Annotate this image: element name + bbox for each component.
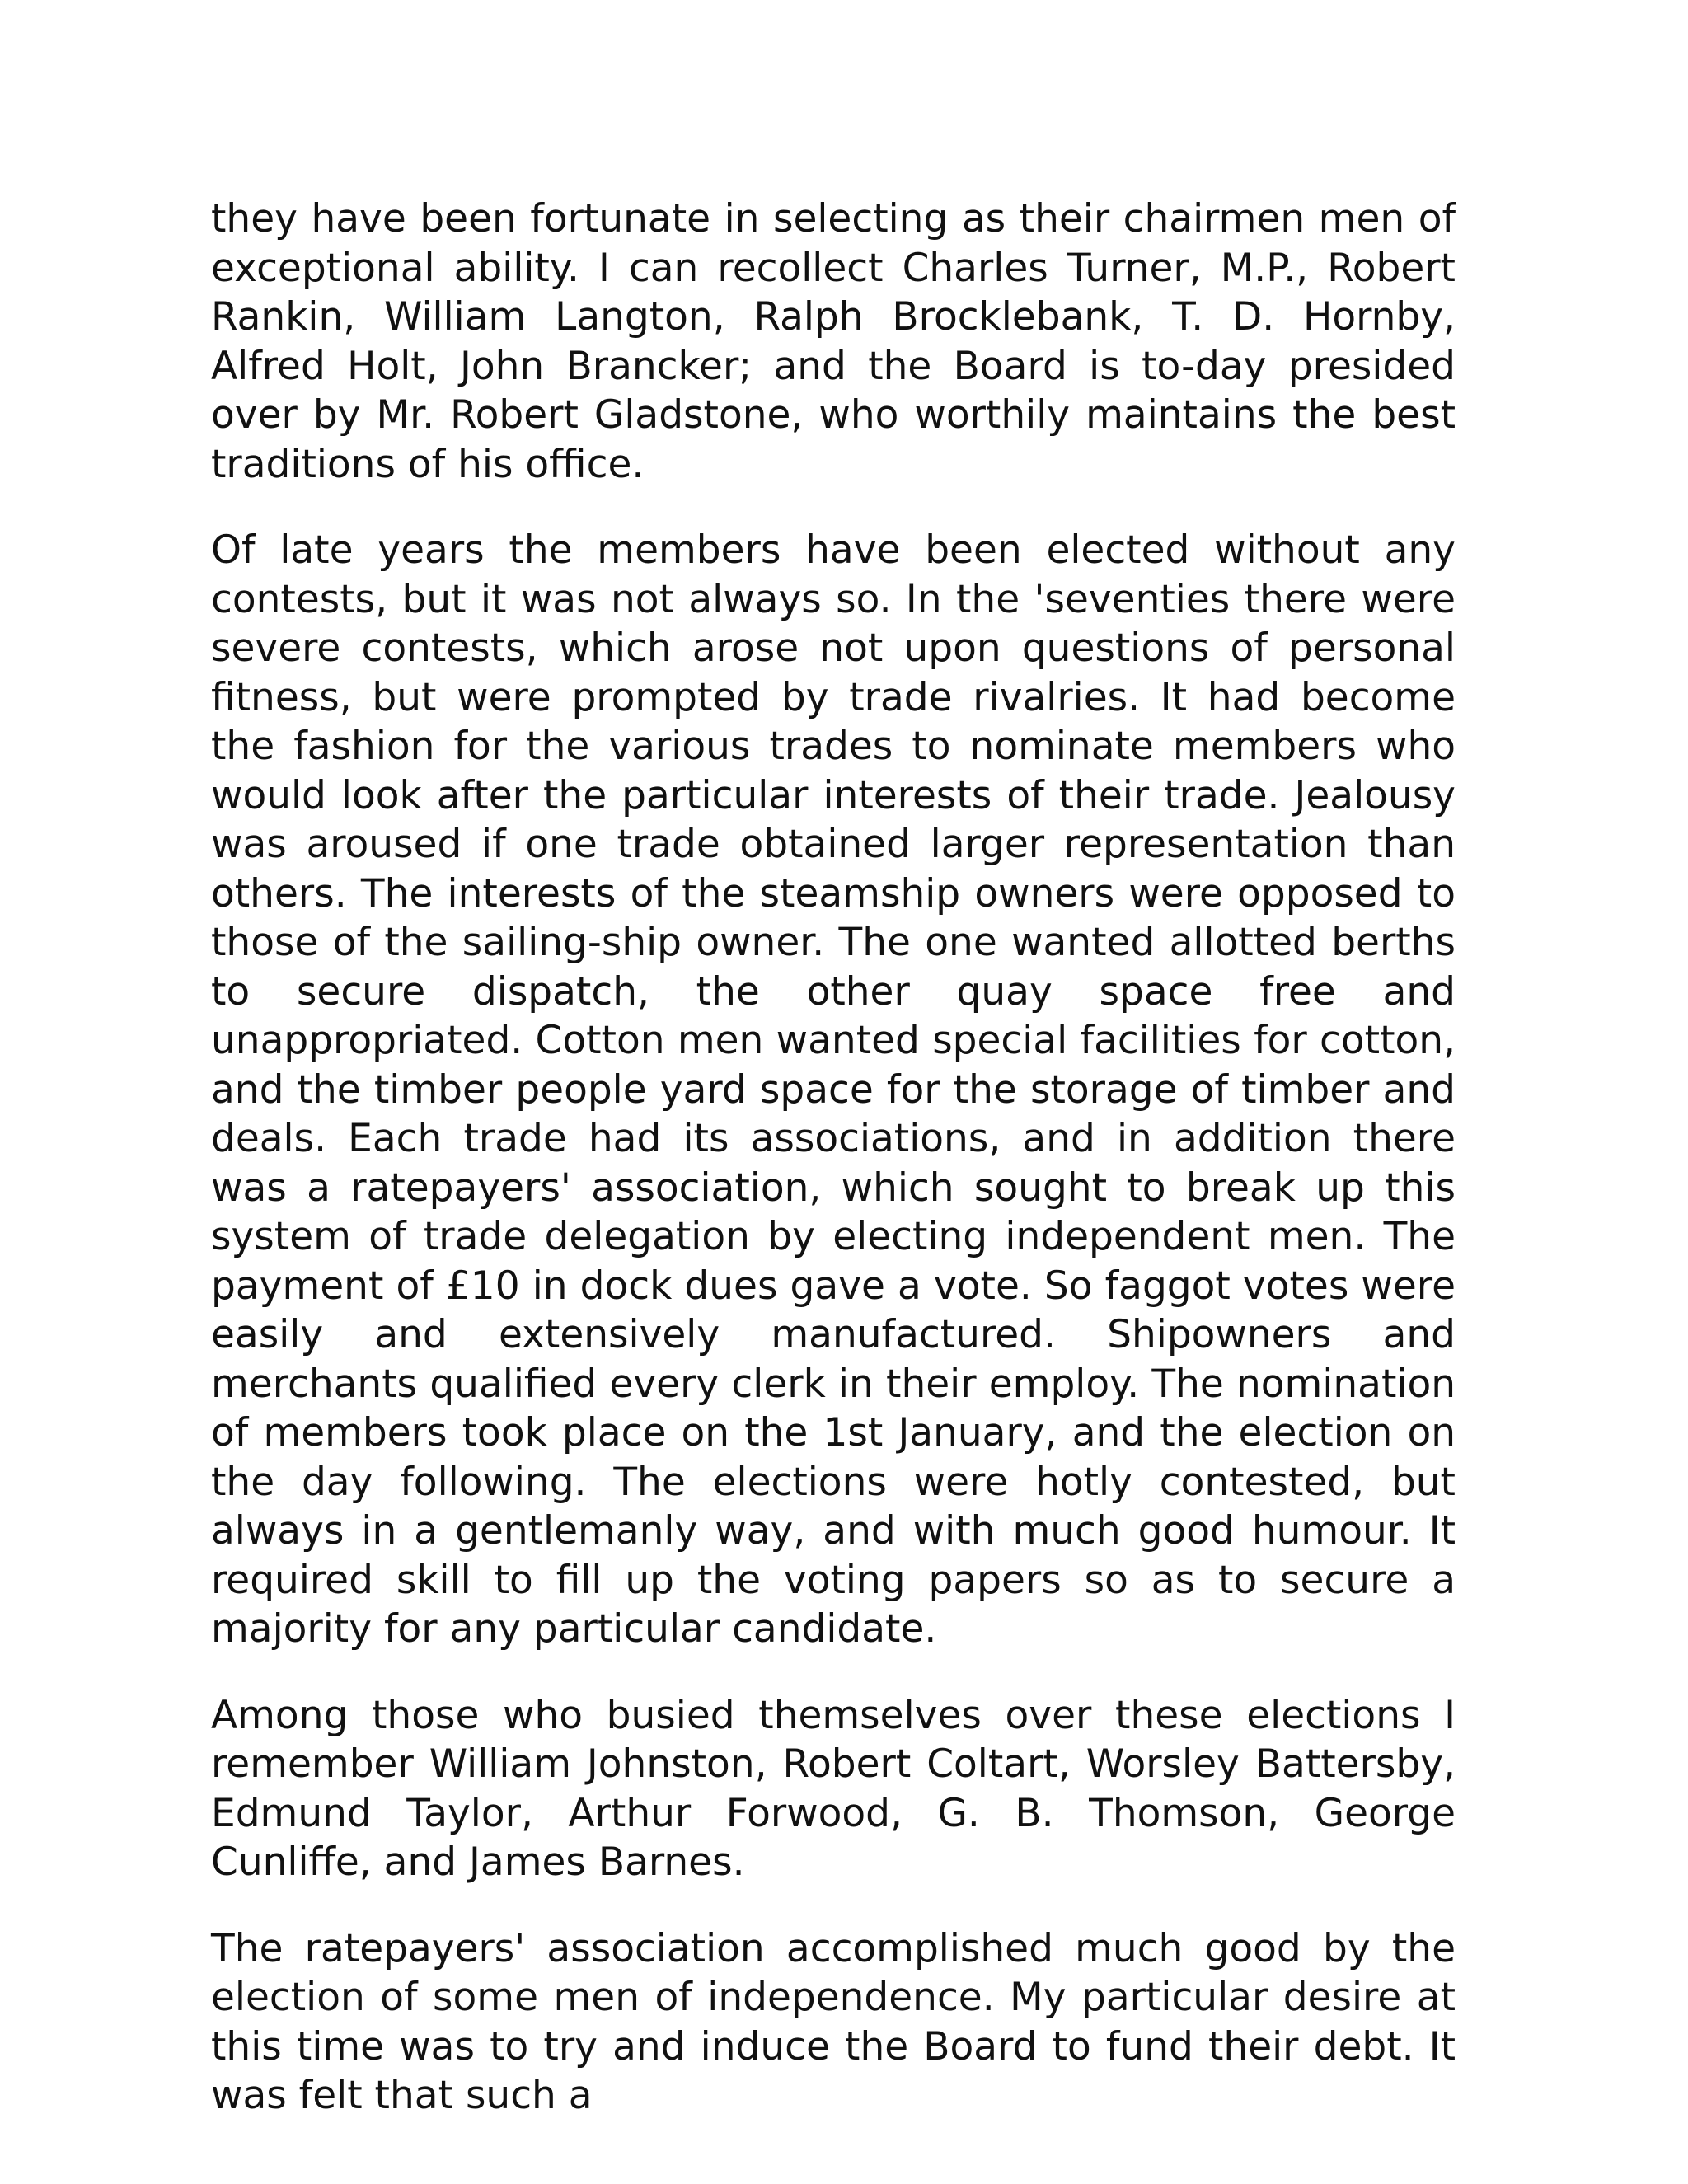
- paragraph-chairmen: they have been fortunate in selecting as their chairmen men of exceptional ability. I can recollect Charles Turner, M.P., Robert Rankin, William Langton, Ralph Brocklebank, T. D. Hornby, Alfred Holt, John Brancker; and the Board is to-day presided over by Mr. Robert Gladstone, who worthily maintains the best traditions of his office.: [211, 196, 1456, 487]
- paragraph-elections: Of late years the members have been elected without any contests, but it was not always so. In the 'seventies there were severe contests, which arose not upon questions of personal fitness, but were prompted by trade rivalries. It had become the fashion for the various trades to nominate members who would look after the particular interests of their trade. Jealousy was aroused if one trade obtained larger representation than others. The interests of the steamship owners were opposed to those of the sailing-ship owner. The one wanted allotted berths to secure dispatch, the other quay space free and unappropriated. Cotton men wanted special facilities for cotton, and the timber people yard space for the storage of timber and deals. Each trade had its associations, and in addition there was a ratepayers' association, which sought to break up this system of trade delegation by electing independent men. The payment of £10 in dock dues gave a vote. So faggot votes were easily and extensively manufactured. Shipowners and merchants qualified every clerk in their employ. The nomination of members took place on the 1st January, and the election on the day following. The elections were hotly contested, but always in a gentlemanly way, and with much good humour. It required skill to fill up the voting papers so as to secure a majority for any particular candidate.: [211, 527, 1456, 1652]
- paragraph-ratepayers: The ratepayers' association accomplished much good by the election of some men of independence. My particular desire at this time was to try and induce the Board to fund their debt. It was felt that such a: [211, 1925, 1456, 2118]
- paragraph-participants: Among those who busied themselves over these elections I remember William Johnston, Robert Coltart, Worsley Battersby, Edmund Taylor, Arthur Forwood, G. B. Thomson, George Cunliffe, and James Barnes.: [211, 1692, 1456, 1885]
- body-text: [211, 194, 1456, 2158]
